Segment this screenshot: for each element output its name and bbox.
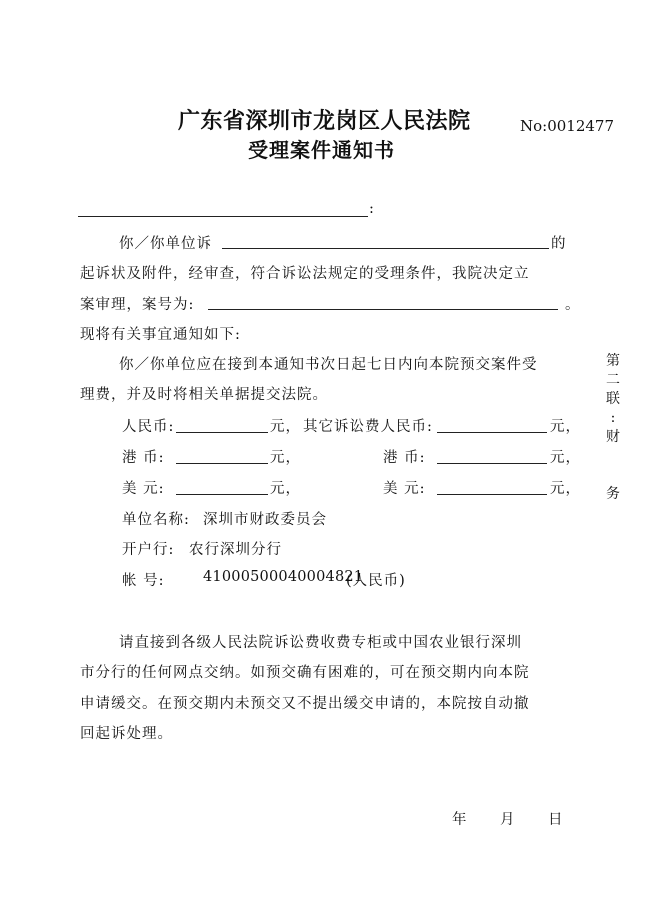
usd-amount-blank	[176, 494, 268, 495]
rmb-unit: 元，	[270, 419, 301, 435]
date-day: 日	[548, 812, 563, 828]
addressee-colon: :	[369, 201, 375, 217]
side-label-char: 务	[606, 486, 620, 502]
copy-number-label	[603, 352, 623, 447]
plaintiff-prefix: 你／你单位诉	[119, 236, 212, 252]
usd-unit: 元，	[270, 481, 301, 497]
paragraph-line: 起诉状及附件，经审查，符合诉讼法规定的受理条件，我院决定立	[80, 266, 530, 282]
document-title: 受理案件通知书	[248, 138, 395, 162]
hkd-label: 港 币:	[122, 450, 165, 466]
plaintiff-suffix: 的	[551, 236, 567, 252]
other-usd-amount-blank	[437, 494, 547, 495]
other-rmb-label: 其它诉讼费人民币:	[303, 419, 433, 435]
payment-instruction-line: 理费，并及时将相关单据提交法院。	[80, 387, 328, 403]
payment-notice-line: 请直接到各级人民法院诉讼费收费专柜或中国农业银行深圳	[119, 635, 522, 651]
copy-side-label	[603, 352, 623, 504]
account-number-value: 41000500040004821	[203, 569, 364, 585]
other-rmb-unit: 元，	[550, 419, 581, 435]
other-usd-label: 美 元:	[383, 481, 426, 497]
bank-name-value: 农行深圳分行	[189, 542, 282, 558]
unit-name-value: 深圳市财政委员会	[203, 512, 327, 528]
bank-label: 开户行:	[122, 542, 175, 558]
court-title: 广东省深圳市龙岗区人民法院	[178, 108, 471, 134]
copy-dept-label	[603, 485, 623, 504]
rmb-amount-blank	[176, 432, 268, 433]
document-number: No:0012477	[520, 117, 615, 135]
hkd-amount-blank	[176, 463, 268, 464]
side-label-char: 财	[606, 429, 620, 445]
side-label-char: :	[610, 410, 616, 426]
other-usd-unit: 元，	[550, 481, 581, 497]
date-month: 月	[500, 812, 515, 828]
addressee-blank-line	[78, 216, 368, 217]
case-number-period: 。	[565, 297, 581, 313]
other-hkd-unit: 元，	[550, 450, 581, 466]
case-number-blank-line	[208, 309, 558, 310]
unit-name-label: 单位名称:	[122, 512, 190, 528]
payment-instruction-line: 你／你单位应在接到本通知书次日起七日内向本院预交案件受	[119, 357, 538, 373]
side-label-char: 二	[606, 372, 620, 388]
side-label-char: 第	[606, 353, 620, 369]
hkd-unit: 元，	[270, 450, 301, 466]
notice-intro: 现将有关事宜通知如下:	[80, 327, 241, 343]
other-hkd-amount-blank	[437, 463, 547, 464]
other-hkd-label: 港 币:	[383, 450, 426, 466]
usd-label: 美 元:	[122, 481, 165, 497]
rmb-label: 人民币:	[122, 419, 175, 435]
account-label: 帐 号:	[122, 573, 165, 589]
plaintiff-blank-line	[222, 248, 549, 249]
side-label-char: 联	[606, 391, 620, 407]
date-year: 年	[452, 812, 467, 828]
case-number-label: 案审理，案号为:	[80, 297, 195, 313]
other-rmb-amount-blank	[437, 432, 547, 433]
account-currency: (人民币)	[346, 573, 406, 589]
payment-notice-line: 市分行的任何网点交纳。如预交确有困难的，可在预交期内向本院	[80, 665, 530, 681]
payment-notice-line: 申请缓交。在预交期内未预交又不提出缓交申请的，本院按自动撤	[80, 696, 530, 712]
payment-notice-line: 回起诉处理。	[80, 726, 173, 742]
